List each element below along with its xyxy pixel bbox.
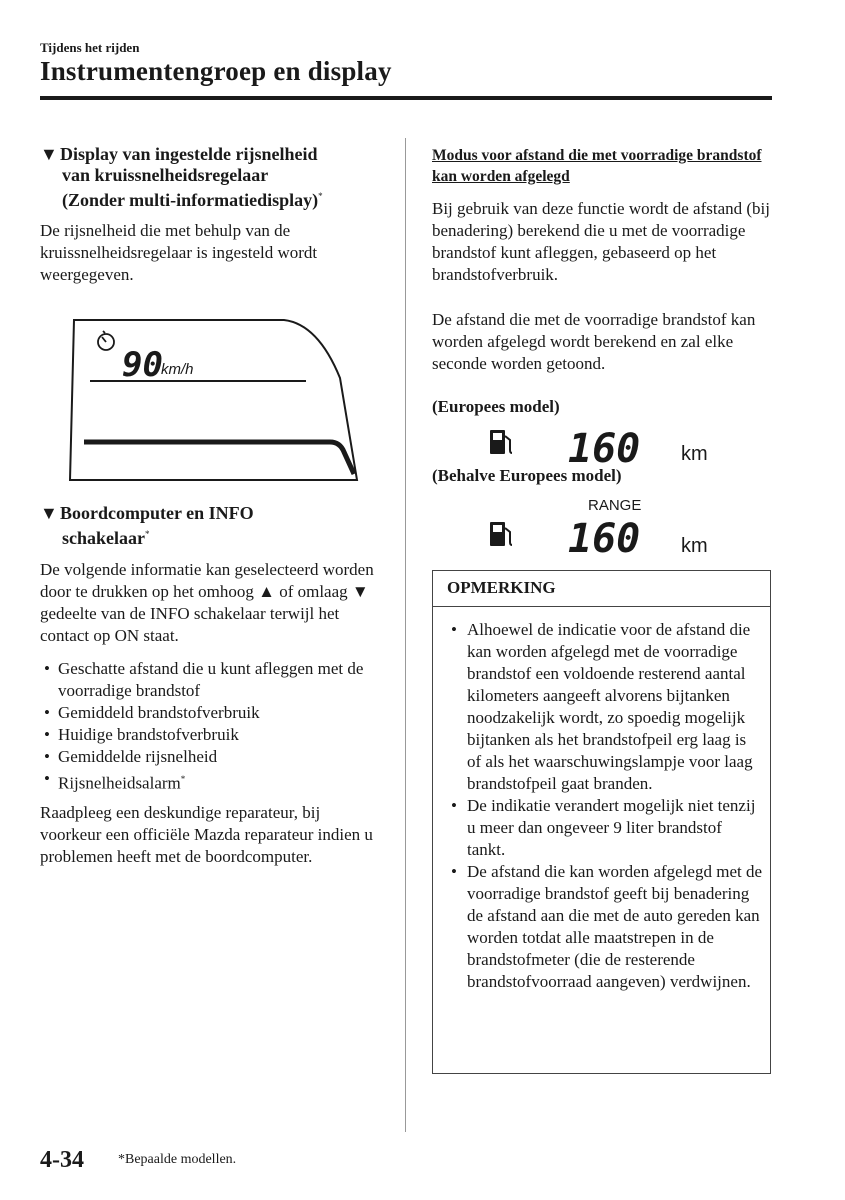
range-label: RANGE xyxy=(588,497,642,514)
column-divider xyxy=(405,138,406,1132)
cruise-heading-line3: (Zonder multi-informatiedisplay) xyxy=(62,190,319,210)
mode-para2: De afstand die met de voorradige brandstof kan worden afgelegd wordt berekend en zal elke seconde worden getoond. xyxy=(432,310,756,373)
euro-range-display xyxy=(488,424,728,470)
note-item xyxy=(447,619,763,795)
fuel-pump-icon xyxy=(490,430,512,454)
note-item-text: De afstand die kan worden afgelegd met de voorradige brandstof geeft bij benadering de afstand aan die met de auto gereden kan worden totdat alle maatstrepen in de brandstofmeter (die de resterende brandstofvoorraad aangeven) verdwijnen. xyxy=(467,862,763,991)
info-advice: Raadpleeg een deskundige reparateur, bij voorkeur een officiële Mazda reparateur indien u problemen heeft met de boordcomputer. xyxy=(40,803,373,866)
list-item xyxy=(40,768,380,795)
list-item-text: Huidige brandstofverbruik xyxy=(58,725,239,744)
info-list xyxy=(40,658,380,795)
fuel-pump-icon xyxy=(490,522,512,546)
info-body: De volgende informatie kan geselecteerd worden door te drukken op het omhoog ▲ of omlaag ▼ gedeelte van de INFO schakelaar terwijl het contact op ON staat. xyxy=(40,560,374,645)
section-kicker: Tijdens het rijden xyxy=(40,40,140,55)
non-euro-range-unit: km xyxy=(681,535,708,557)
note-item xyxy=(447,795,763,861)
note-box xyxy=(432,570,771,1074)
note-item xyxy=(447,861,763,993)
cruise-heading xyxy=(40,144,395,211)
stopwatch-icon xyxy=(98,331,114,350)
list-item xyxy=(40,702,380,724)
note-item-text: De indikatie verandert mogelijk niet tenzij u meer dan ongeveer 9 liter brandstof tankt. xyxy=(467,796,756,859)
list-item-text: Gemiddelde rijsnelheid xyxy=(58,747,218,766)
list-item xyxy=(40,724,380,746)
info-heading xyxy=(40,503,395,549)
page-title: Instrumentengroep en display xyxy=(40,56,392,86)
display-speed: 90 xyxy=(122,345,163,385)
footer-note: *Bepaalde modellen. xyxy=(118,1152,237,1167)
info-heading-mark: * xyxy=(145,529,150,539)
euro-label: (Europees model) xyxy=(432,397,560,416)
title-rule xyxy=(40,96,772,100)
cruise-heading-line2: van kruissnelheidsregelaar xyxy=(62,165,269,185)
non-euro-range-value: 160 xyxy=(568,516,641,562)
triangle-down-icon: ▼ xyxy=(40,144,58,164)
cruise-body: De rijsnelheid die met behulp van de kruissnelheidsregelaar is ingesteld wordt weergegeven. xyxy=(40,221,318,284)
cruise-heading-mark: * xyxy=(318,191,323,201)
cruise-heading-line3-wrap xyxy=(40,186,395,211)
note-title: OPMERKING xyxy=(433,571,770,607)
page-number: 4-34 xyxy=(40,1147,84,1173)
display-lower-bar xyxy=(84,442,354,474)
list-item xyxy=(40,658,380,702)
cruise-heading-line1: Display van ingestelde rijsnelheid xyxy=(60,144,318,164)
euro-range-unit: km xyxy=(681,443,708,465)
cruise-display-illustration xyxy=(68,318,360,482)
list-item xyxy=(40,746,380,768)
euro-range-value: 160 xyxy=(568,426,641,470)
list-item-text: Geschatte afstand die u kunt afleggen met de voorradige brandstof xyxy=(58,659,364,700)
non-euro-range-display xyxy=(488,492,728,562)
non-euro-label: (Behalve Europees model) xyxy=(432,466,622,485)
info-heading-line2: schakelaar xyxy=(62,528,145,548)
display-speed-unit: km/h xyxy=(161,361,194,378)
info-heading-line1: Boordcomputer en INFO xyxy=(60,503,254,523)
note-item-text: Alhoewel de indicatie voor de afstand die kan worden afgelegd met de voorradige brandstof een voldoende resterend aantal kilometers aangeeft alvorens bijtanken noodzakelijk wordt, zo spoedig mogelijk bijtanken als het brandstofpeil erg laag is of als het waarschuwingslampje voor laag brandstofpeil gaat branden. xyxy=(467,620,753,793)
info-heading-line2-wrap xyxy=(40,524,395,549)
triangle-down-icon: ▼ xyxy=(40,503,58,523)
list-item-text: Gemiddeld brandstofverbruik xyxy=(58,703,260,722)
mode-para1: Bij gebruik van deze functie wordt de afstand (bij benadering) berekend die u met de voorradige brandstof kunt afleggen, gebaseerd op het brandstofverbruik. xyxy=(432,199,770,284)
note-list xyxy=(447,619,763,993)
list-item-text: Rijsnelheidsalarm xyxy=(58,773,181,793)
mode-heading: Modus voor afstand die met voorradige brandstof kan worden afgelegd xyxy=(432,147,762,185)
list-item-mark: * xyxy=(180,774,186,784)
